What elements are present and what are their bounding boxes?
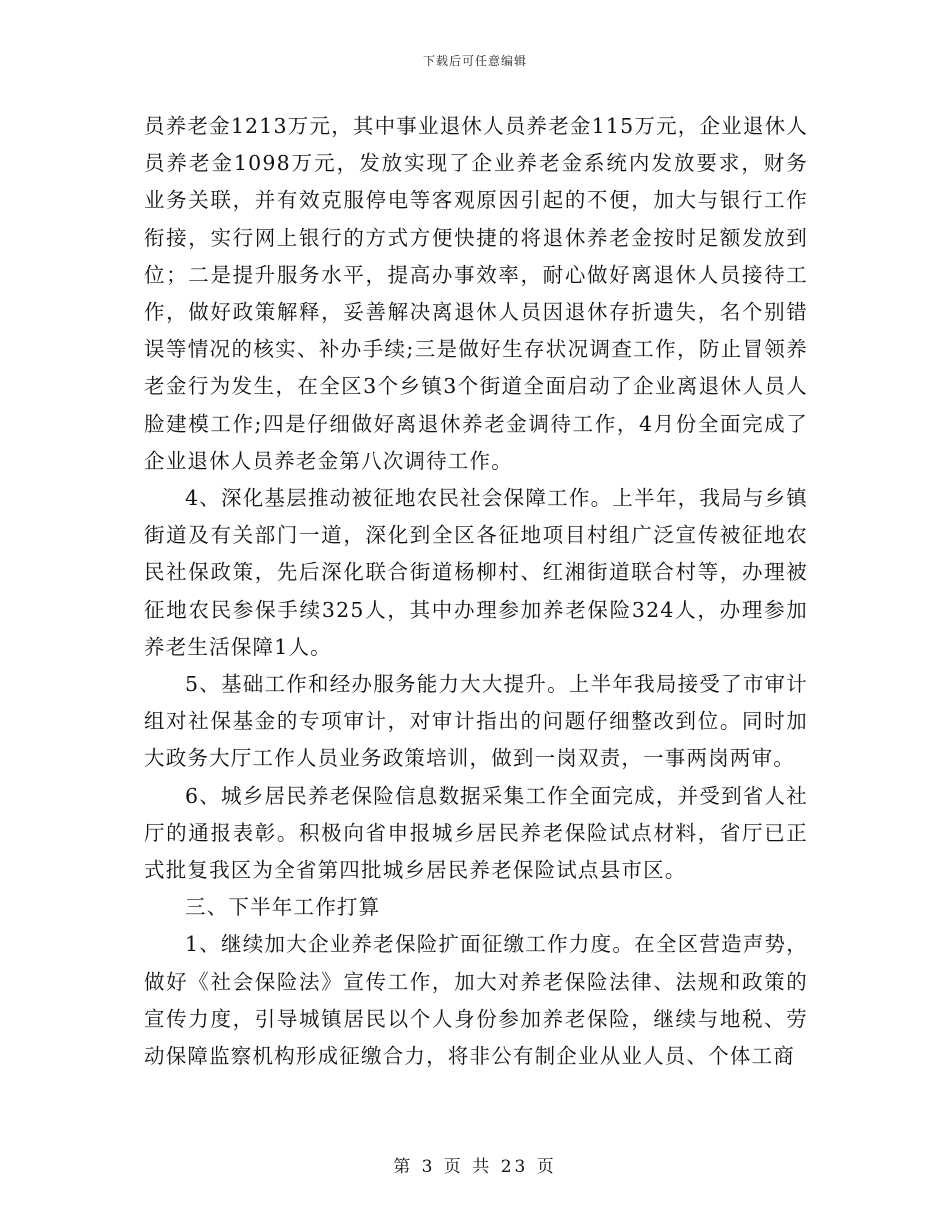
paragraph-4: 6、城乡居民养老保险信息数据采集工作全面完成，并受到省人社厅的通报表彰。积极向省申报城乡居民养老保险试点材料，省厅已正式批复我区为全省第四批城乡居民养老保险试点县市区。	[144, 783, 808, 883]
paragraph-3: 5、基础工作和经办服务能力大大提升。上半年我局接受了市审计组对社保基金的专项审计，对审计指出的问题仔细整改到位。同时加大政务大厅工作人员业务政策培训，做到一岗双责，一事两岗两审。	[144, 672, 808, 771]
document-body	[144, 108, 808, 1075]
paragraph-1: 员养老金1213万元，其中事业退休人员养老金115万元，企业退休人员养老金1098万元，发放实现了企业养老金系统内发放要求，财务业务关联，并有效克服停电等客观原因引起的不便，加大与银行工作衔接，实行网上银行的方式方便快捷的将退休养老金按时足额发放到位；二是提升服务水平，提高办事效率，耐心做好离退休人员接待工作，做好政策解释，妥善解决离退休人员因退休存折遗失，名个别错误等情况的核实、补办手续;三是做好生存状况调查工作，防止冒领养老金行为发生，在全区3个乡镇3个街道全面启动了企业离退休人员人脸建模工作;四是仔细做好离退休养老金调待工作，4月份全面完成了企业退休人员养老金第八次调待工作。	[144, 114, 808, 473]
page-footer: 第 3 页 共 23 页	[393, 1157, 557, 1177]
page-header: 下载后可任意编辑	[422, 54, 527, 68]
paragraph-2: 4、深化基层推动被征地农民社会保障工作。上半年，我局与乡镇街道及有关部门一道，深化到全区各征地项目村组广泛宣传被征地农民社保政策，先后深化联合街道杨柳村、红湘街道联合村等，办理被征地农民参保手续325人，其中办理参加养老保险324人，办理参加养老生活保障1人。	[144, 486, 808, 659]
paragraph-5: 1、继续加大企业养老保险扩面征缴工作力度。在全区营造声势，做好《社会保险法》宣传工作，加大对养老保险法律、法规和政策的宣传力度，引导城镇居民以个人身份参加养老保险，继续与地税、劳动保障监察机构形成征缴合力，将非公有制企业从业人员、个体工商	[144, 932, 808, 1069]
section-heading: 三、下半年工作打算	[185, 895, 381, 920]
